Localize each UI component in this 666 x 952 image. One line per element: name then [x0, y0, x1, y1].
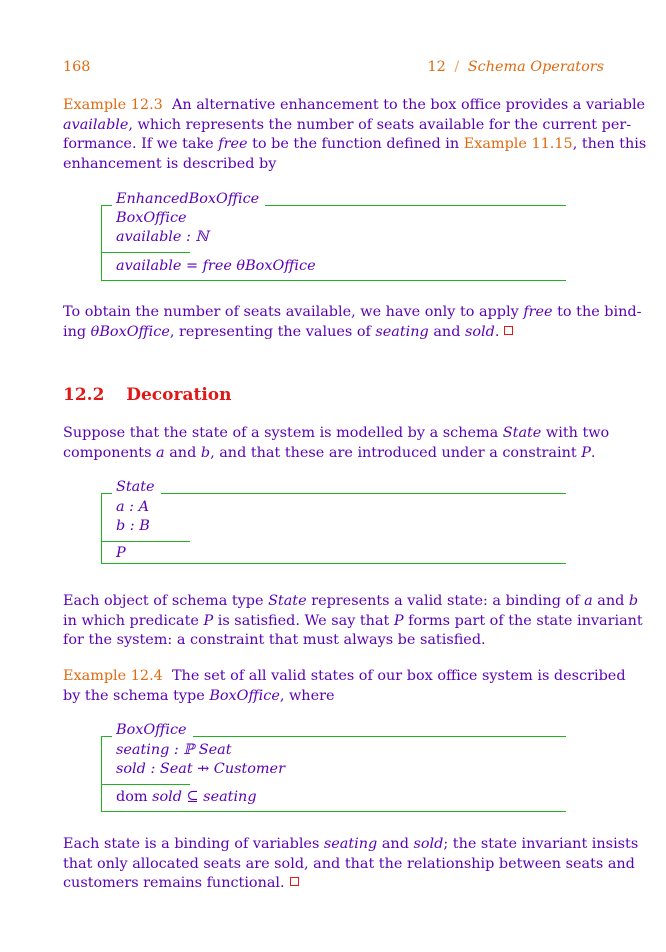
text-span: The set of all valid states of our box office system is described [171, 668, 626, 684]
math-var: P [393, 612, 404, 629]
schema-left-rule [101, 736, 102, 811]
text-span: To obtain the number of seats available, we have only to apply [63, 304, 519, 320]
text-line: enhancement is described by [63, 155, 277, 172]
text-span: . [590, 444, 596, 461]
schema-top-rule [101, 493, 566, 494]
schema-predicate: available = free θBoxOffice [116, 258, 316, 274]
text-line [63, 96, 646, 116]
text-span: with two [545, 425, 610, 441]
text-span: , representing the values of [169, 323, 371, 340]
text-span: , where [279, 687, 335, 704]
text-line [63, 667, 626, 687]
text-span: and [433, 323, 461, 340]
text-span: represents a valid state: a binding of [311, 593, 580, 609]
math-expression: sold ⊆ seating [152, 789, 257, 805]
math-var: sold [413, 836, 444, 852]
text-line [63, 835, 639, 855]
head-separator: / [454, 59, 460, 75]
schema-bottom-rule [101, 563, 566, 564]
text-span: is satisfied. We say that [217, 612, 390, 629]
math-var: seating [375, 323, 429, 340]
binding-paragraph [63, 303, 642, 342]
text-line [63, 592, 639, 612]
example-12-4-paragraph [63, 667, 626, 706]
text-span: and [597, 593, 625, 609]
math-var: sold [464, 323, 495, 340]
schema-declarations [116, 209, 209, 247]
schema-divider [101, 541, 190, 542]
text-span: An alternative enhancement to the box office provides a variable [171, 97, 646, 113]
schema-left-rule [101, 205, 102, 280]
text-span: Each state is a binding of variables [63, 836, 320, 852]
text-span: and [169, 444, 197, 461]
text-span: and [381, 836, 409, 852]
declaration: a : A [116, 499, 149, 515]
section-heading [63, 385, 231, 405]
text-line [63, 687, 603, 707]
text-span: forms part of the state invariant [408, 612, 643, 629]
text-span: formance. If we take [63, 136, 214, 152]
text-span: . [494, 323, 500, 340]
schema-declarations [116, 498, 150, 536]
cross-reference-link[interactable]: Example 11.15 [463, 136, 573, 152]
math-var: free [523, 304, 553, 320]
example-label: Example 12.3 [63, 97, 163, 113]
example-12-3-paragraph [63, 96, 647, 174]
math-var: θBoxOffice [90, 323, 170, 340]
schema-predicate: P [116, 545, 126, 561]
math-var: seating [323, 836, 378, 852]
schema-name: EnhancedBoxOffice [112, 191, 265, 207]
schema-predicate [116, 788, 257, 807]
schema-divider [101, 784, 190, 785]
text-span: ; the state invariant insists [443, 836, 639, 852]
schema-left-rule [101, 493, 102, 563]
text-span: in which predicate [63, 612, 199, 629]
math-var: available [63, 116, 129, 133]
chapter-title: Schema Operators [467, 59, 604, 75]
text-span: components [63, 444, 152, 461]
text-span: to the bind- [557, 304, 642, 320]
text-span: ing [63, 323, 87, 340]
math-var: P [203, 612, 214, 629]
section-number: 12.2 [63, 385, 105, 405]
math-var: b [200, 444, 211, 461]
math-var: State [268, 593, 307, 609]
example-label: Example 12.4 [63, 668, 163, 684]
text-span: by the schema type [63, 687, 205, 704]
qed-box-icon [290, 877, 299, 886]
text-span: to be the function defined in [252, 136, 460, 152]
text-span: Suppose that the state of a system is modelled by a schema [63, 425, 499, 441]
state-paragraph [63, 592, 643, 651]
declaration: sold : Seat ⇸ Customer [116, 761, 285, 777]
text-line [63, 135, 647, 155]
text-span: customers remains functional. [63, 875, 285, 891]
text-line [63, 424, 610, 444]
running-head [427, 59, 604, 75]
math-operator: dom [116, 789, 148, 805]
declaration: seating : ℙ Seat [116, 742, 232, 758]
math-var: P [581, 444, 591, 461]
math-var: a [156, 444, 165, 461]
state-invariant-paragraph [63, 835, 639, 894]
text-line: for the system: a constraint that must always be satisfied. [63, 632, 486, 648]
text-line [63, 612, 643, 632]
text-line [63, 303, 642, 323]
section-title: Decoration [126, 385, 232, 405]
schema-name: State [112, 479, 161, 495]
text-span: Each object of schema type [63, 593, 264, 609]
schema-bottom-rule [101, 811, 566, 812]
text-line [63, 874, 603, 894]
math-var: a [584, 593, 593, 609]
chapter-number: 12 [427, 59, 446, 75]
decoration-intro-paragraph [63, 424, 610, 463]
declaration: BoxOffice [116, 210, 187, 226]
schema-declarations [116, 741, 285, 779]
text-line: that only allocated seats are sold, and that the relationship between seats and [63, 855, 635, 872]
text-span: , and that these are introduced under a constraint [210, 444, 577, 461]
schema-name: BoxOffice [112, 722, 193, 738]
page-number: 168 [63, 59, 91, 75]
math-var: b [628, 593, 639, 609]
text-line [63, 444, 603, 464]
math-var: BoxOffice [209, 687, 280, 704]
text-line [63, 116, 632, 136]
declaration: b : B [116, 518, 150, 534]
declaration: available : ℕ [116, 229, 209, 245]
text-span: , which represents the number of seats available for the current per- [128, 116, 632, 133]
text-line [63, 323, 603, 343]
text-span: , then this [572, 136, 647, 152]
schema-divider [101, 252, 190, 253]
math-var: free [218, 136, 248, 152]
qed-box-icon [504, 326, 513, 335]
math-var: State [502, 425, 542, 441]
schema-bottom-rule [101, 280, 566, 281]
